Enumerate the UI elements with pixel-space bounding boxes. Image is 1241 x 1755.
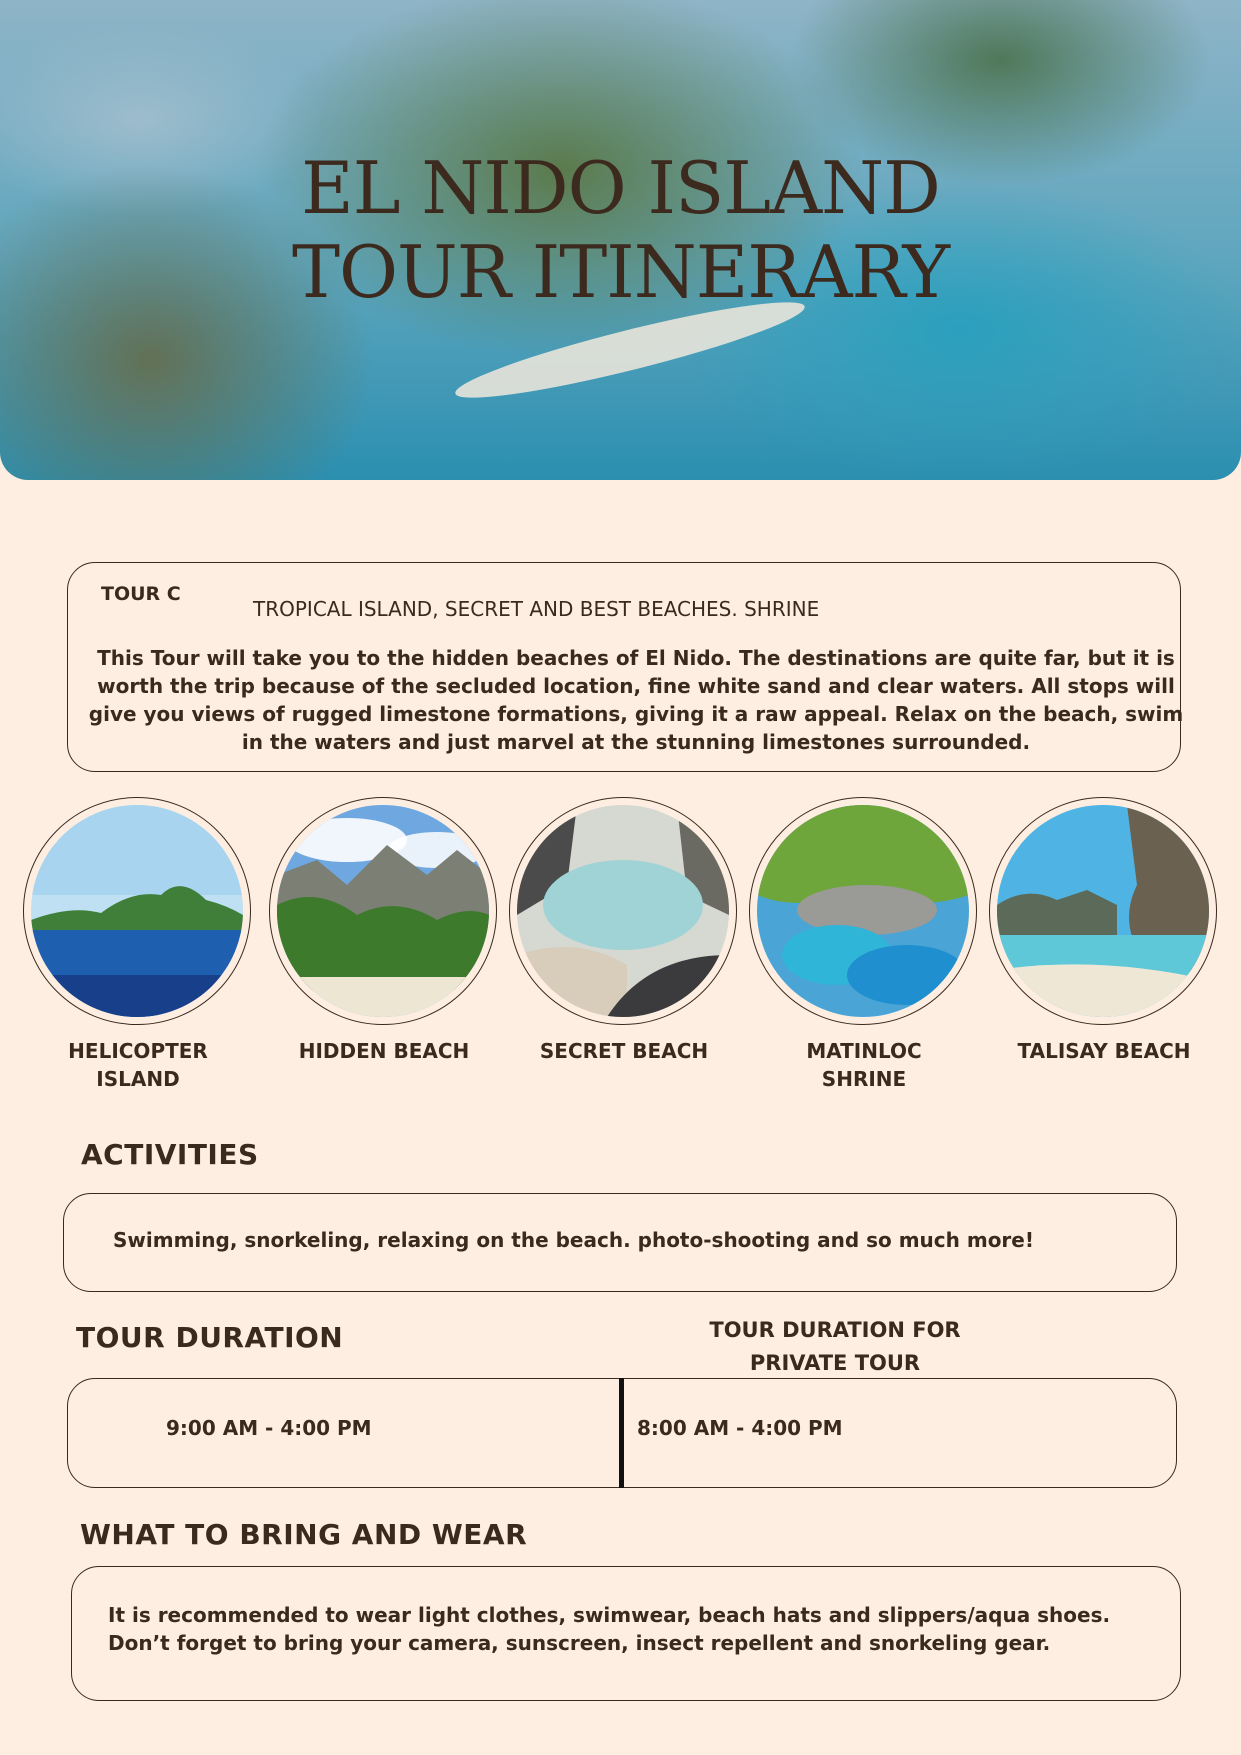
destination-label: HIDDEN BEACH <box>298 1039 470 1063</box>
what-to-bring-text: It is recommended to wear light clothes, swimwear, beach hats and slippers/aqua shoes. Don’t forget to bring your camera, sunscreen, insect repellent and snorkeling gear. <box>108 1603 1111 1655</box>
destination-photo-frame <box>509 797 737 1025</box>
destination-label: MATINLOC SHRINE <box>806 1039 922 1091</box>
private-tour-time: 8:00 AM - 4:00 PM <box>637 1416 843 1440</box>
activities-text: Swimming, snorkeling, relaxing on the beach. photo-shooting and so much more! <box>113 1228 1034 1252</box>
matinloc-shrine-photo <box>757 805 969 1017</box>
destination-hidden-beach <box>269 797 499 1065</box>
destination-secret-beach <box>509 797 739 1065</box>
page-title-line-1: EL NIDO ISLAND <box>301 146 940 230</box>
talisay-beach-photo <box>997 805 1209 1017</box>
destination-label: SECRET BEACH <box>539 1039 709 1063</box>
destination-photo-frame <box>23 797 251 1025</box>
destination-label: TALISAY BEACH <box>1017 1039 1191 1063</box>
tour-description: This Tour will take you to the hidden beaches of El Nido. The destinations are quite far, but it is worth the trip because of the secluded location, fine white sand and clear waters. All stops will give you views of rugged limestone formations, giving it a raw appeal. Relax on the beach, swim in the waters and just marvel at the stunning limestones surrounded. <box>88 646 1184 754</box>
destination-photo-frame <box>749 797 977 1025</box>
destination-label: HELICOPTER ISLAND <box>68 1039 208 1091</box>
hidden-beach-photo <box>277 805 489 1017</box>
destination-photo-frame <box>269 797 497 1025</box>
activities-heading: ACTIVITIES <box>81 1138 259 1171</box>
regular-tour-time: 9:00 AM - 4:00 PM <box>166 1416 372 1440</box>
duration-divider <box>619 1378 624 1488</box>
private-tour-duration-heading: TOUR DURATION FOR PRIVATE TOUR <box>709 1318 961 1375</box>
helicopter-island-photo <box>31 805 243 1017</box>
secret-beach-photo <box>517 805 729 1017</box>
destination-talisay-beach <box>989 797 1219 1065</box>
hero-image <box>0 0 1241 480</box>
page-title-line-2: TOUR ITINERARY <box>291 230 950 314</box>
destination-photo-frame <box>989 797 1217 1025</box>
tour-subtitle: TROPICAL ISLAND, SECRET AND BEST BEACHES. SHRINE <box>253 597 820 621</box>
page-title <box>0 146 1241 314</box>
tour-duration-heading: TOUR DURATION <box>76 1321 344 1354</box>
destination-matinloc-shrine <box>749 797 979 1093</box>
destination-helicopter-island <box>23 797 253 1093</box>
what-to-bring-heading: WHAT TO BRING AND WEAR <box>80 1518 528 1551</box>
tour-code: TOUR C <box>101 583 181 605</box>
